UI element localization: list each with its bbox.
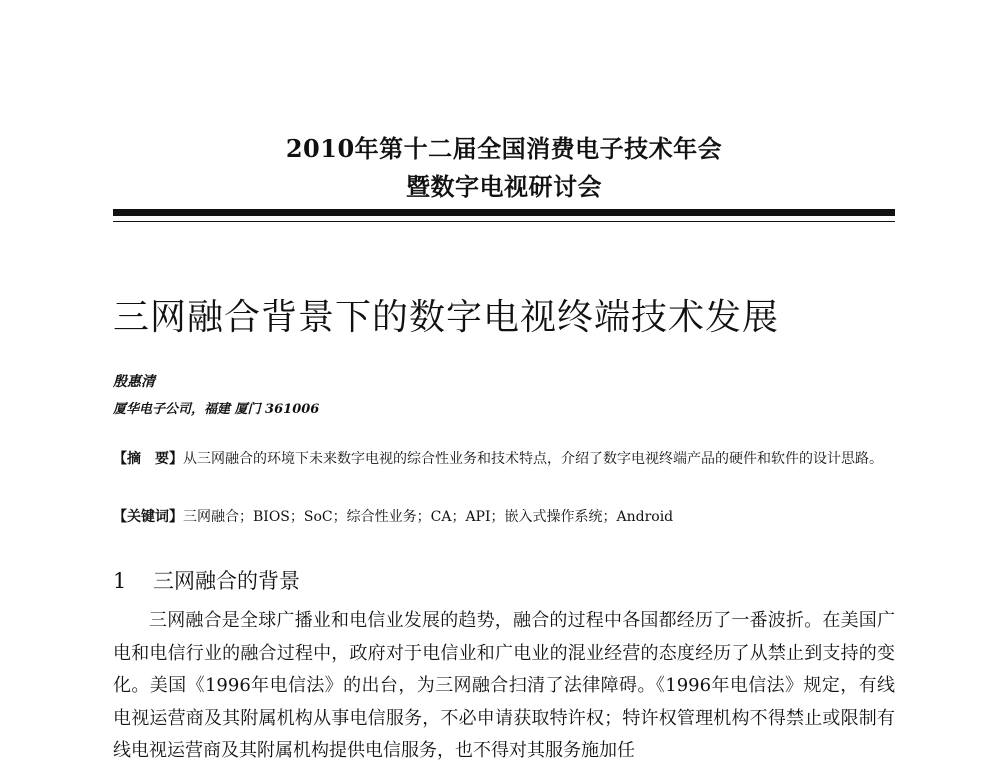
keywords-text: 三网融合；BIOS；SoC；综合性业务；CA；API；嵌入式操作系统；Android [183,509,674,525]
abstract-label: 【摘 要】 [113,451,183,467]
conference-title-line1: 2010年第十二届全国消费电子技术年会 [285,134,723,163]
author-affiliation: 厦华电子公司，福建 厦门 361006 [113,402,320,417]
keywords-label: 【关键词】 [113,509,183,525]
conference-title-line2: 暨数字电视研讨会 [406,172,602,201]
section-body [113,605,895,760]
section-number: 1 [113,569,127,593]
section-heading [113,566,300,596]
paper-title: 三网融合背景下的数字电视终端技术发展 [113,297,780,338]
keywords [113,506,895,528]
header-rule-thick [113,209,895,216]
section-title: 三网融合的背景 [153,569,300,593]
body-paragraph: 三网融合是全球广播业和电信业发展的趋势，融合的过程中各国都经历了一番波折。在美国广电和电信行业的融合过程中，政府对于电信业和广电业的混业经营的态度经历了从禁止到支持的变化。美国《1996年电信法》的出台，为三网融合扫清了法律障碍。《1996年电信法》规定，有线电视运营商及其附属机构从事电信服务，不必申请获取特许权；特许权管理机构不得禁止或限制有线电视运营商及其附属机构提供电信服务，也不得对其服务施加任 [113,610,895,760]
abstract-text: 从三网融合的环境下未来数字电视的综合性业务和技术特点，介绍了数字电视终端产品的硬件和软件的设计思路。 [183,451,883,467]
abstract [113,446,895,472]
header-rule-thin [113,221,895,222]
author-name: 殷惠清 [113,374,155,390]
